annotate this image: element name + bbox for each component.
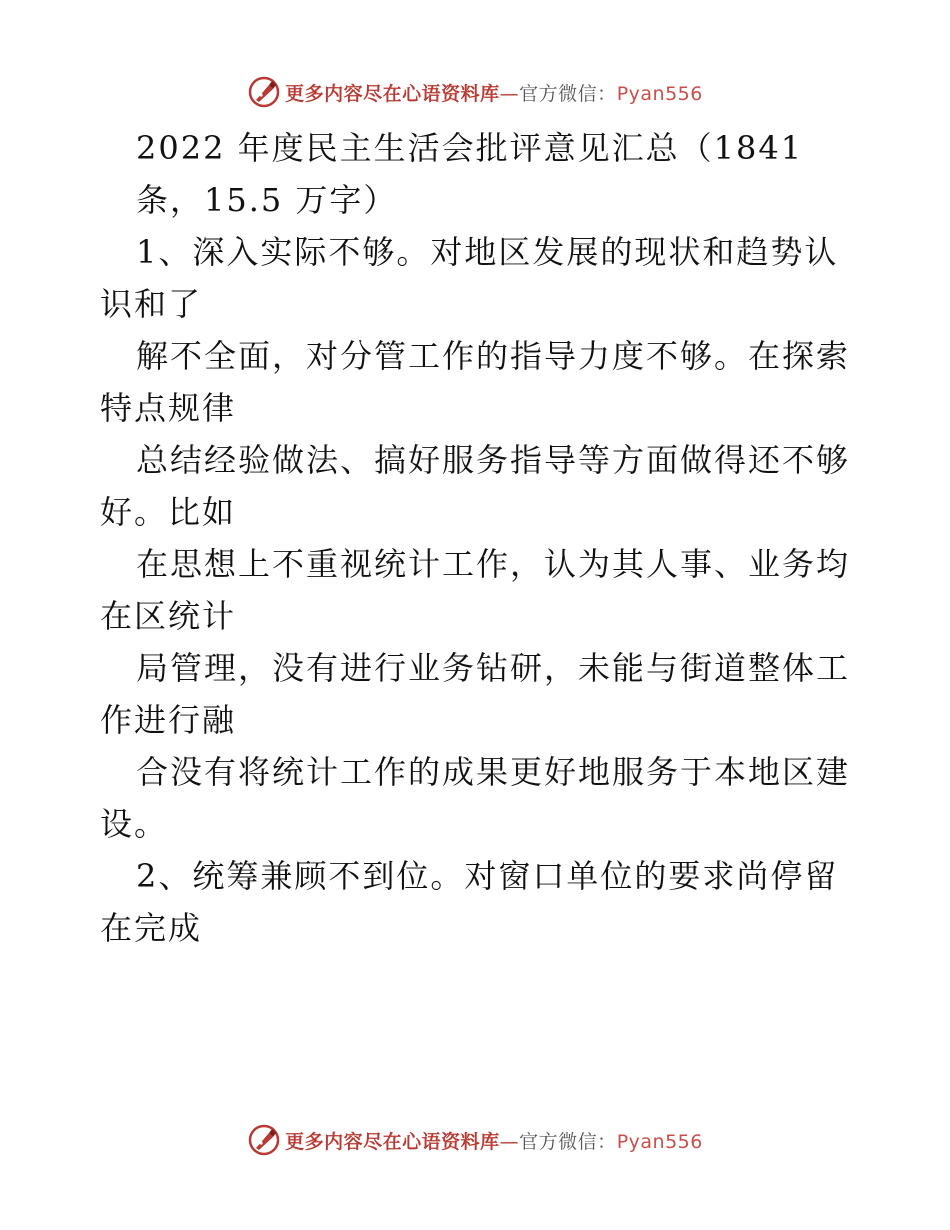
watermark-wechat-id: Pyan556	[616, 82, 703, 105]
paragraph-line: 总结经验做法、搞好服务指导等方面做得还不够	[136, 441, 851, 479]
watermark-dash: —	[499, 1130, 520, 1153]
paragraph-line: 在区统计	[100, 597, 237, 635]
pen-nib-logo-icon	[247, 75, 281, 109]
document-title-line-1: 2022 年度民主生活会批评意见汇总（1841	[136, 129, 804, 167]
watermark-text	[285, 1127, 703, 1154]
watermark-dash: —	[499, 82, 520, 105]
document-body	[100, 122, 860, 954]
paragraph-line: 解不全面，对分管工作的指导力度不够。在探索	[136, 337, 851, 375]
paragraph-line: 好。比如	[100, 493, 237, 531]
paragraph-line: 作进行融	[100, 701, 237, 739]
footer-watermark	[0, 1120, 950, 1160]
watermark-brand: 更多内容尽在心语资料库	[285, 1130, 500, 1153]
paragraph-line: 识和了	[100, 285, 203, 323]
paragraph-line: 局管理，没有进行业务钻研，未能与街道整体工	[136, 649, 851, 687]
pen-nib-logo-icon	[247, 1123, 281, 1157]
watermark-wechat-id: Pyan556	[616, 1130, 703, 1153]
paragraph-line: 2、统筹兼顾不到位。对窗口单位的要求尚停留	[136, 857, 839, 895]
watermark-brand: 更多内容尽在心语资料库	[285, 82, 500, 105]
paragraph-line: 在完成	[100, 909, 203, 947]
header-watermark	[0, 72, 950, 112]
paragraph-line: 1、深入实际不够。对地区发展的现状和趋势认	[136, 233, 839, 271]
watermark-official-label: 官方微信：	[519, 82, 617, 105]
paragraph-line: 设。	[100, 805, 169, 843]
document-title-line-2: 条，15.5 万字）	[136, 181, 398, 219]
paragraph-line: 在思想上不重视统计工作，认为其人事、业务均	[136, 545, 851, 583]
paragraph-line: 特点规律	[100, 389, 237, 427]
watermark-text	[285, 79, 703, 106]
paragraph-line: 合没有将统计工作的成果更好地服务于本地区建	[136, 753, 851, 791]
watermark-official-label: 官方微信：	[519, 1130, 617, 1153]
